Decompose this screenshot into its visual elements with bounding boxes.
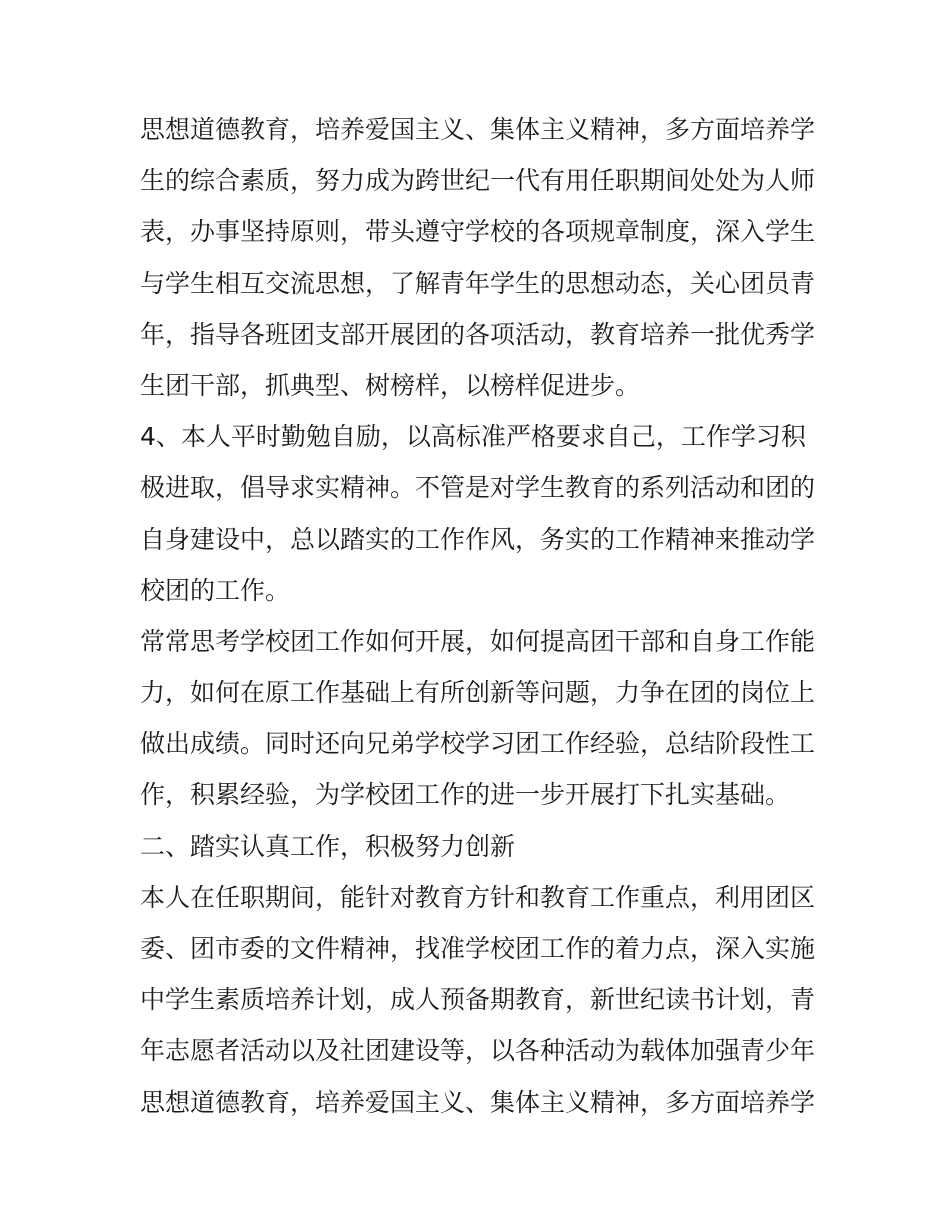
text-line: 作，积累经验，为学校团工作的进一步开展打下扎实基础。 (140, 780, 791, 810)
section-heading: 二、踏实认真工作，积极努力创新 (140, 831, 516, 861)
text-line: 与学生相互交流思想，了解青年学生的思想动态，关心团员青 (140, 268, 816, 298)
text-line: 思想道德教育，培养爱国主义、集体主义精神，多方面培养学 (140, 1087, 816, 1117)
text-line: 年，指导各班团支部开展团的各项活动，教育培养一批优秀学 (140, 319, 816, 349)
text-line: 校团的工作。 (140, 575, 291, 605)
text-line: 自身建设中，总以踏实的工作作风，务实的工作精神来推动学 (140, 524, 816, 554)
text-line: 生的综合素质，努力成为跨世纪一代有用任职期间处处为人师 (140, 166, 816, 196)
text-line: 本人在任职期间，能针对教育方针和教育工作重点，利用团区 (140, 882, 816, 912)
text-line: 表，办事坚持原则，带头遵守学校的各项规章制度，深入学生 (140, 217, 816, 247)
text-line: 中学生素质培养计划，成人预备期教育，新世纪读书计划，青 (140, 985, 816, 1015)
text-line: 4、本人平时勤勉自励，以高标准严格要求自己，工作学习积 (140, 422, 806, 452)
text-line: 委、团市委的文件精神，找准学校团工作的着力点，深入实施 (140, 934, 816, 963)
text-line: 思想道德教育，培养爱国主义、集体主义精神，多方面培养学 (140, 115, 816, 144)
text-line: 极进取，倡导求实精神。不管是对学生教育的系列活动和团的 (140, 473, 816, 503)
text-line: 常常思考学校团工作如何开展，如何提高团干部和自身工作能 (140, 626, 816, 656)
document-body (140, 104, 820, 1128)
text-line: 做出成绩。同时还向兄弟学校学习团工作经验，总结阶段性工 (140, 729, 816, 759)
text-line: 力，如何在原工作基础上有所创新等问题，力争在团的岗位上 (140, 678, 816, 708)
text-line: 年志愿者活动以及社团建设等，以各种活动为载体加强青少年 (140, 1036, 816, 1066)
text-line: 生团干部，抓典型、树榜样，以榜样促进步。 (140, 370, 641, 400)
